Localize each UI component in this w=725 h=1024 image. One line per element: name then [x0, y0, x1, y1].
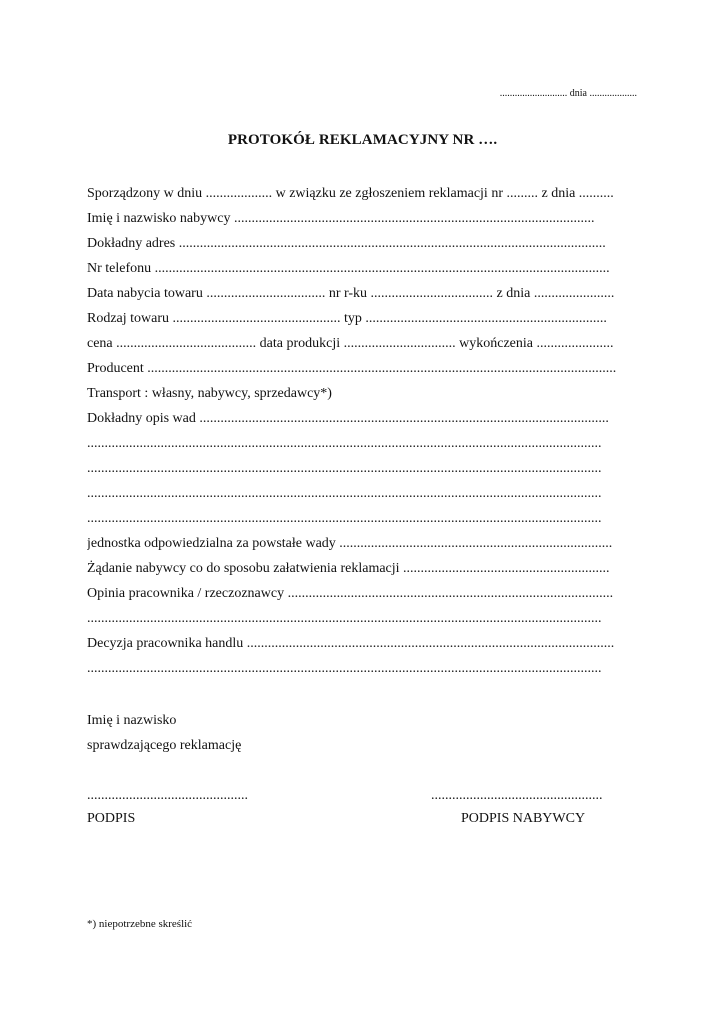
- signature-label-right: PODPIS NABYWCY: [461, 811, 586, 826]
- field-defect-line-4: ...................................................................................................................................................: [87, 511, 602, 526]
- field-producer: Producent ......................................................................................................................................: [87, 361, 617, 376]
- field-decision-line: ...................................................................................................................................................: [87, 661, 602, 676]
- field-defect-description: Dokładny opis wad .....................................................................................................................: [87, 411, 609, 426]
- field-address: Dokładny adres ..........................................................................................................................: [87, 236, 606, 251]
- field-buyer-name: Imię i nazwisko nabywcy .......................................................................................................: [87, 211, 595, 226]
- field-buyer-request: Żądanie nabywcy co do sposobu załatwienia reklamacji ...........................................................: [87, 561, 610, 576]
- field-responsible-unit: jednostka odpowiedzialna za powstałe wady ..............................................................................: [87, 536, 613, 551]
- signature-line-left: ..............................................: [87, 788, 248, 803]
- field-opinion-line: ...................................................................................................................................................: [87, 611, 602, 626]
- field-phone: Nr telefonu ..................................................................................................................................: [87, 261, 610, 276]
- field-expert-opinion: Opinia pracownika / rzeczoznawcy .............................................................................................: [87, 586, 614, 601]
- field-defect-line-2: ...................................................................................................................................................: [87, 461, 602, 476]
- field-defect-line-3: ...................................................................................................................................................: [87, 486, 602, 501]
- footnote: *) niepotrzebne skreślić: [87, 918, 193, 930]
- field-decision: Decyzja pracownika handlu .........................................................................................................: [87, 636, 615, 651]
- reviewer-name-label: [87, 708, 241, 758]
- reviewer-label-line2: sprawdzającego reklamację: [87, 738, 242, 753]
- place-date-line: ........................... dnia ...................: [499, 88, 637, 99]
- document-title: PROTOKÓŁ REKLAMACYJNY NR ….: [227, 132, 498, 148]
- signature-label-left: PODPIS: [87, 811, 136, 826]
- field-product-type: Rodzaj towaru ................................................ typ .....................................................................: [87, 311, 607, 326]
- field-purchase-date: Data nabycia towaru .................................. nr r-ku ................................... z dnia .......................: [87, 286, 615, 301]
- complaint-form-fields: [87, 181, 639, 681]
- signature-line-right: .................................................: [431, 788, 603, 803]
- field-transport: Transport : własny, nabywcy, sprzedawcy*): [87, 386, 332, 401]
- reviewer-label-line1: Imię i nazwisko: [87, 713, 177, 728]
- field-defect-line-1: ...................................................................................................................................................: [87, 436, 602, 451]
- field-price-production: cena ........................................ data produkcji ................................ wykończenia ......................: [87, 336, 614, 351]
- field-prepared-date: Sporządzony w dniu ................... w związku ze zgłoszeniem reklamacji nr ......... z dnia ..........: [87, 186, 614, 201]
